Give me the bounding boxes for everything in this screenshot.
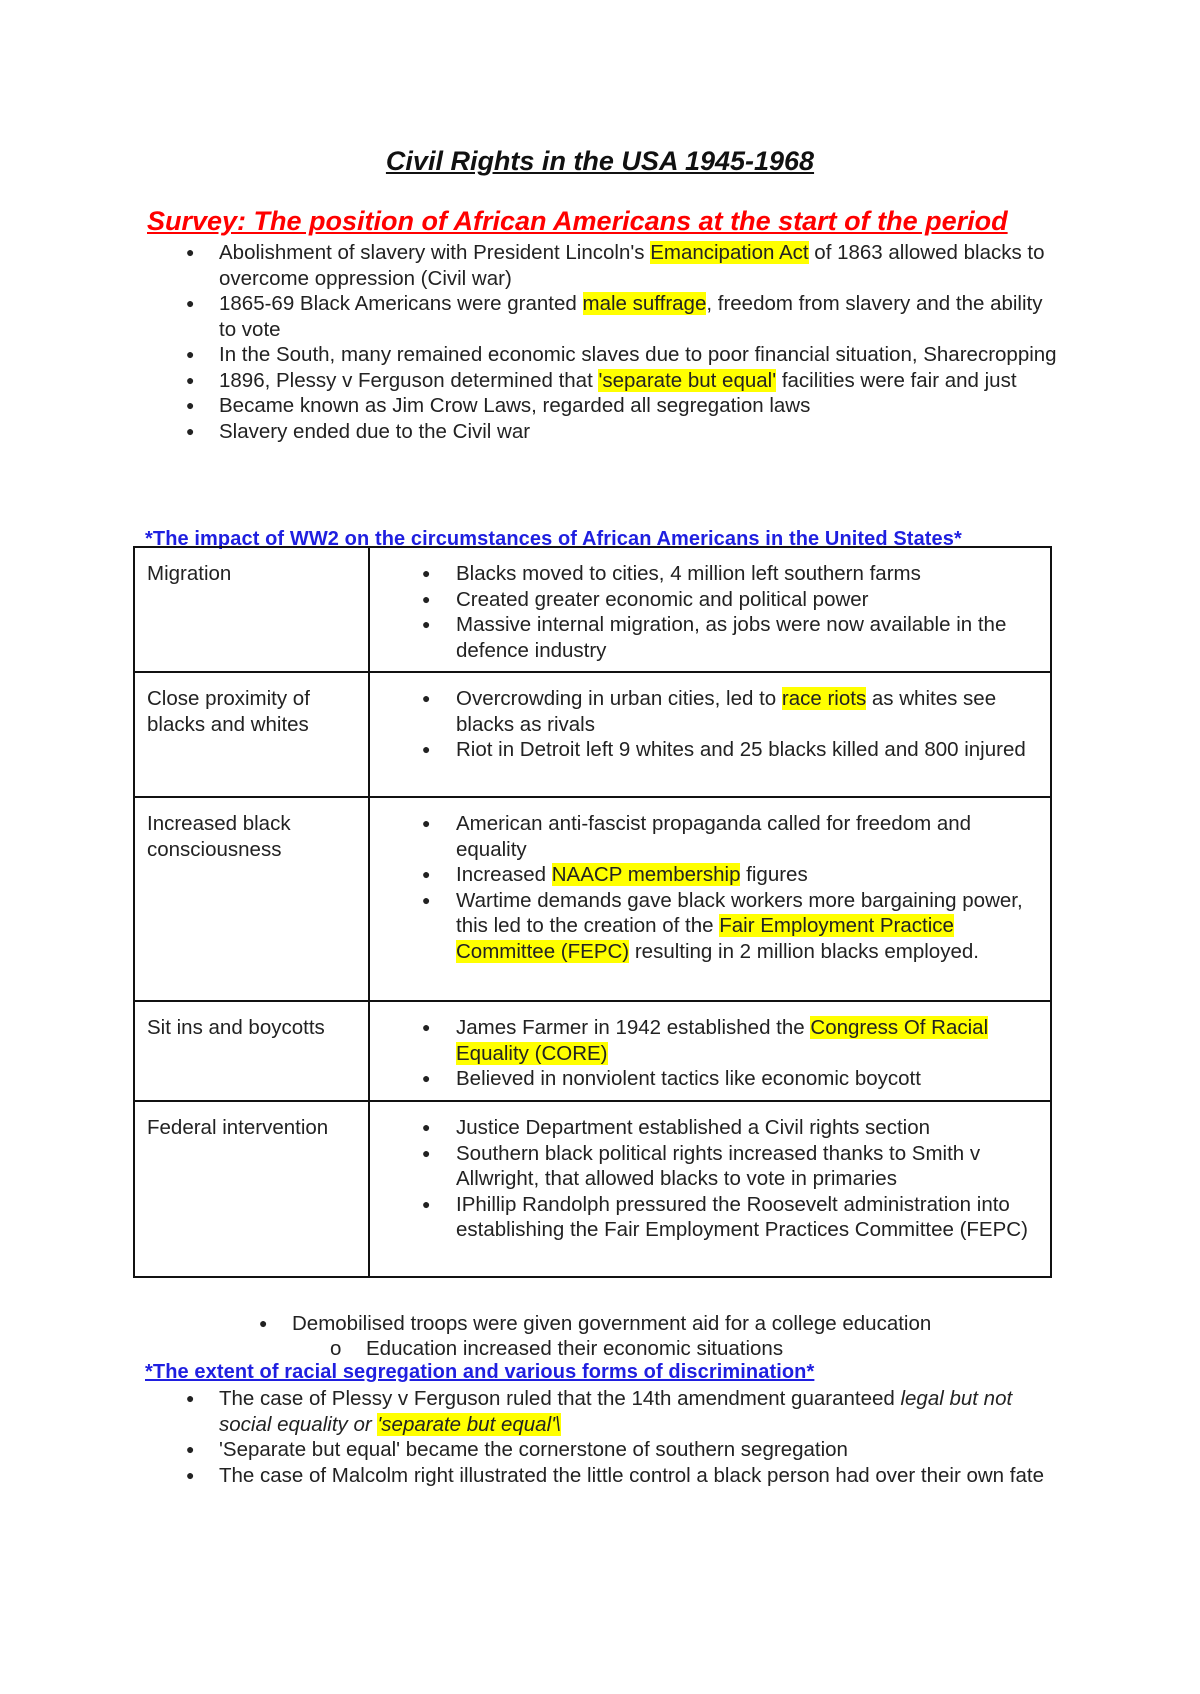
highlight: NAACP membership [551,863,741,886]
row-label: Close proximity of blacks and whites [134,672,369,797]
bullet-icon: ● [422,1119,431,1135]
list-item: ● IPhillip Randolph pressured the Roosevelt administration into establishing the Fair Employment Practices Committee (FEPC) [422,1192,1028,1241]
row-label: Federal intervention [134,1101,369,1277]
row-content [369,547,1051,672]
after-table-list [259,1311,1052,1337]
list-item: ● Justice Department established a Civil rights section [422,1116,930,1139]
row-content [369,672,1051,797]
highlight: male suffrage [582,292,707,315]
table-row [134,672,1051,797]
list-item: ● Wartime demands gave black workers more bargaining power, this led to the creation of the Fair Employment Practice Committee (FEPC) resulting in 2 million blacks employed. [422,888,1023,963]
row-label: Increased black consciousness [134,797,369,1001]
list-item: ● Abolishment of slavery with President Lincoln's Emancipation Act of 1863 allowed blacks to overcome oppression (Civil war) [186,241,1045,290]
bullet-icon: ● [422,565,431,581]
bullet-icon: ● [186,1466,195,1483]
bullet-icon: ● [422,1195,431,1212]
list-item: ● The case of Malcolm right illustrated the little control a black person had over their own fate [186,1463,1044,1487]
bullet-icon: ● [422,866,431,882]
list-item: ● Created greater economic and political power [422,587,869,611]
row-content [369,797,1051,1001]
bullet-icon: ● [422,815,431,831]
list-item: ● 1865-69 Black Americans were granted male suffrage, freedom from slavery and the ability to vote [186,292,1043,341]
list-item: ● Southern black political rights increased thanks to Smith v Allwright, that allowed blacks to vote in primaries [422,1141,981,1190]
list-item: ● Slavery ended due to the Civil war [186,419,531,443]
impact-heading: *The impact of WW2 on the circumstances of African Americans in the United States* [145,528,962,550]
row-content [369,1101,1051,1277]
segregation-list [186,1386,1059,1488]
bullet-icon: ● [422,1019,431,1035]
list-item: ● Became known as Jim Crow Laws, regarded all segregation laws [186,394,811,417]
list-item: ● 'Separate but equal' became the cornerstone of southern segregation [186,1438,848,1461]
list-item: ● Believed in nonviolent tactics like economic boycott [422,1067,921,1090]
highlight: Emancipation Act [650,241,809,264]
bullet-icon: ● [186,371,195,388]
row-content [369,1001,1051,1101]
list-item: ● 1896, Plessy v Ferguson determined that 'separate but equal' facilities were fair and just [186,368,1017,392]
highlight: 'separate but equal' [598,368,777,392]
segregation-heading: *The extent of racial segregation and various forms of discrimination* [145,1361,815,1383]
row-label: Sit ins and boycotts [134,1001,369,1101]
list-item: ● The case of Plessy v Ferguson ruled that the 14th amendment guaranteed legal but not social equality or 'separate but equal'\ [186,1387,1013,1436]
list-item: ● Demobilised troops were given government aid for a college education [259,1312,932,1335]
bullet-icon: ● [422,590,431,607]
row-label: Migration [134,547,369,672]
table-row [134,797,1051,1001]
table-row [134,1001,1051,1101]
bullet-icon: ● [259,1315,268,1331]
table-row [134,1101,1051,1277]
list-item: ● Overcrowding in urban cities, led to race riots as whites see blacks as rivals [422,687,997,736]
sub-list-item: o Education increased their economic situations [330,1337,784,1360]
bullet-icon: ● [186,1441,195,1457]
bullet-icon: ● [186,346,195,362]
list-item: ● Riot in Detroit left 9 whites and 25 blacks killed and 800 injured [422,738,1026,761]
list-item: ● American anti-fascist propaganda called for freedom and equality [422,812,972,861]
highlight: Fair Employment Practice Committee (FEPC) [456,914,954,963]
list-item: ● James Farmer in 1942 established the Congress Of Racial Equality (CORE) [422,1016,989,1065]
sub-bullet-marker: o [330,1337,342,1360]
list-item: ● In the South, many remained economic slaves due to poor financial situation, Sharecropping [186,343,1057,366]
list-item: ● Blacks moved to cities, 4 million left southern farms [422,562,921,585]
page-title: Civil Rights in the USA 1945-1968 [385,146,815,176]
bullet-icon: ● [186,244,195,260]
bullet-icon: ● [422,741,431,757]
bullet-icon: ● [186,295,195,311]
highlight: race riots [781,687,867,710]
bullet-icon: ● [422,891,431,908]
bullet-icon: ● [422,616,431,632]
bullet-icon: ● [422,1144,431,1161]
highlight: Congress Of Racial Equality (CORE) [456,1016,989,1065]
bullet-icon: ● [186,422,195,439]
list-item: ● Massive internal migration, as jobs were now available in the defence industry [422,613,1007,662]
highlight: 'separate but equal'\ [377,1412,561,1436]
survey-heading: Survey: The position of African Americans at the start of the period [147,206,1008,236]
bullet-icon: ● [422,690,431,706]
bullet-icon: ● [186,397,195,413]
impact-table [133,546,1052,1278]
list-item: ● Increased NAACP membership figures [422,863,808,886]
table-row [134,547,1051,672]
survey-list [186,240,1059,444]
bullet-icon: ● [422,1070,431,1086]
bullet-icon: ● [186,1390,195,1406]
